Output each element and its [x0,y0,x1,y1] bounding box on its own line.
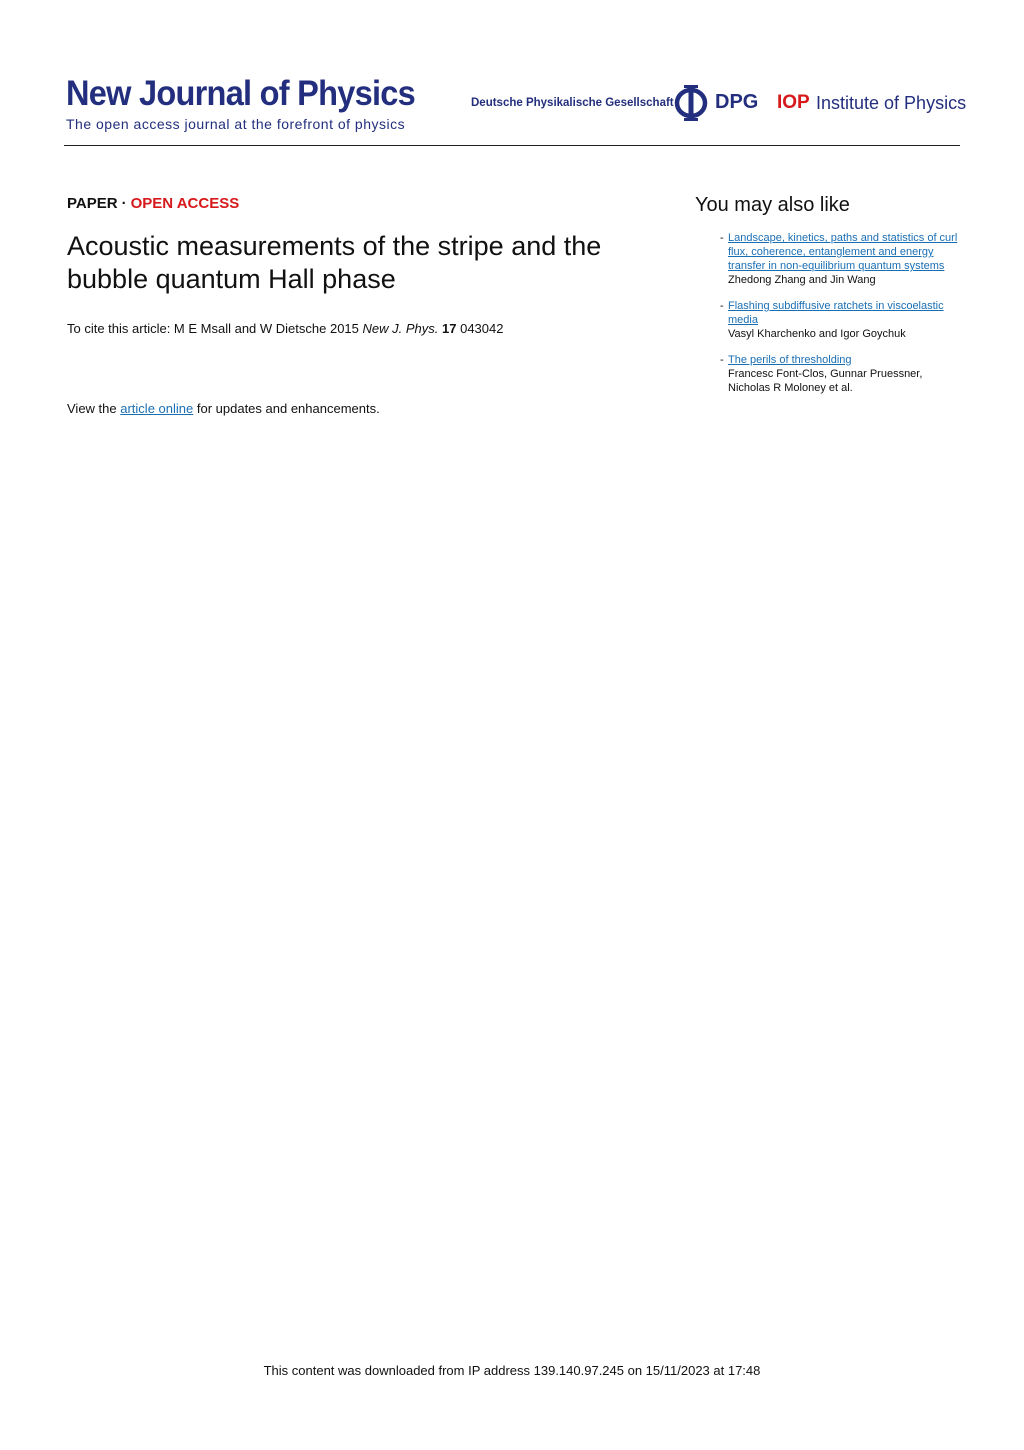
list-dash: - [720,300,724,312]
related-heading: You may also like [695,194,850,216]
tag-separator: · [121,195,127,212]
article-title: Acoustic measurements of the stripe and the bubble quantum Hall phase [67,231,602,294]
dpg-phi-logo-icon [673,85,709,121]
journal-tagline: The open access journal at the forefront of physics [66,116,406,132]
view-suffix: for updates and enhancements. [193,401,380,416]
related-articles-list [720,231,960,407]
cite-journal: New J. Phys. [362,321,439,336]
related-item [720,353,960,395]
related-article-link[interactable]: Landscape, kinetics, paths and statistics of curl flux, coherence, entanglement and energy transfer in non-equilibrium quantum systems [728,232,958,272]
article-online-link[interactable]: article online [120,401,194,416]
download-footer: This content was downloaded from IP address 139.140.97.245 on 15/11/2023 at 17:48 [263,1363,761,1378]
dpg-name: Deutsche Physikalische Gesellschaft [471,97,674,109]
article-tag-line [67,195,239,212]
view-prefix: View the [67,401,121,416]
related-article-link[interactable]: The perils of thresholding [728,354,852,366]
open-access-label: OPEN ACCESS [130,195,240,212]
related-article-authors: Zhedong Zhang and Jin Wang [728,274,876,286]
cite-prefix: To cite this article: M E Msall and W Dietsche 2015 [67,321,363,336]
iop-abbr: IOP [777,92,810,113]
list-dash: - [720,232,724,244]
citation [67,321,503,336]
related-item [720,299,960,341]
journal-title: New Journal of Physics [66,74,416,113]
cite-number: 043042 [460,321,504,336]
view-online-line [67,401,380,416]
list-dash: - [720,354,724,366]
iop-name: Institute of Physics [816,93,967,113]
paper-label: PAPER [67,195,118,212]
related-article-authors: Francesc Font-Clos, Gunnar Pruessner, Nicholas R Moloney et al. [728,368,923,394]
header-rule [64,145,960,146]
cite-volume: 17 [442,321,457,336]
related-item [720,231,960,287]
dpg-abbr: DPG [715,91,759,113]
related-article-link[interactable]: Flashing subdiffusive ratchets in viscoelastic media [728,300,944,326]
related-article-authors: Vasyl Kharchenko and Igor Goychuk [728,328,906,340]
